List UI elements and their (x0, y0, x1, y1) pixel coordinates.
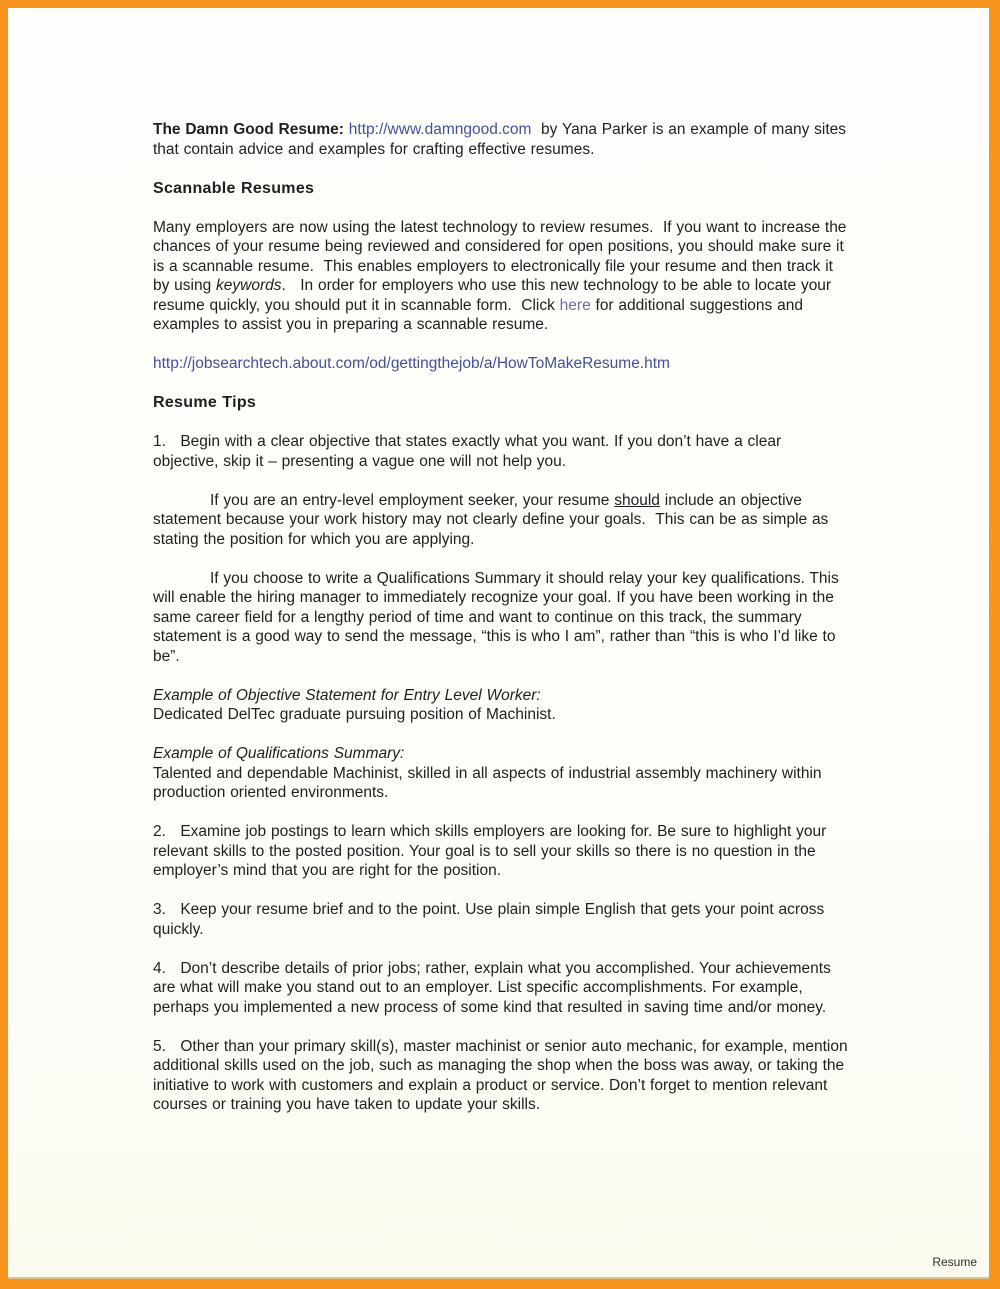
text-run: Resume Tips (153, 394, 257, 411)
text-run: Many employers are now using the latest technology to review resumes. If you want to increase the chances of your resume being reviewed and considered for open positions, you should make sure it is a scannable resume. This enables employers to electronically file your resume and then track it by using (153, 218, 847, 294)
text-run: 4. Don’t describe details of prior jobs; rather, explain what you accomplished. Your achievements are what will make you stand out to an employer. List specific accomplishments. For example, perhaps you implemented a new process of some kind that resulted in saving time and/or money. (153, 959, 831, 1016)
example-objective-text (153, 705, 850, 725)
intro-bold-title: The Damn Good Resume: (153, 121, 349, 138)
damngood-link[interactable]: http://www.damngood.com (348, 121, 532, 138)
text-run: by Yana Parker is an example of many sites that contain advice and examples for crafting effective resumes. (153, 121, 847, 158)
text-run: Example of Qualifications Summary: (153, 745, 405, 762)
example-objective-label (153, 686, 850, 706)
here-link[interactable]: here (559, 296, 591, 314)
example-summary-label (153, 744, 850, 764)
tip-4 (153, 959, 850, 1018)
tip-1 (153, 432, 850, 471)
text-run: keywords (216, 277, 282, 294)
jobsearchtech-link-paragraph (153, 354, 850, 374)
text-run: 5. Other than your primary skill(s), master machinist or senior auto mechanic, for example, mention additional skills used on the job, such as managing the shop when the boss was away, or taking the initiative to work with customers and explain a product or service. Don’t forget to mention relevant courses or training you have taken to update your skills. (153, 1037, 848, 1113)
text-run: for additional suggestions and examples to assist you in preparing a scannable resume. (153, 296, 803, 333)
text-run: . In order for employers who use this new technology to be able to locate your resume quickly, you should put it in scannable form. Click (153, 277, 832, 314)
text-run: If you are an entry-level employment seeker, your resume (210, 491, 615, 509)
text-run: If you choose to write a Qualifications Summary it should relay your key qualifications. This will enable the hiring manager to immediately recognize your goal. If you have been working in the same career field for a lengthy period of time and want to continue on this track, the summary statement is a good way to send the message, “this is who I am”, rather than “this is who I’d like to be”. (153, 569, 839, 665)
text-run: Example of Objective Statement for Entry Level Worker: (153, 686, 541, 704)
text-run: Talented and dependable Machinist, skilled in all aspects of industrial assembly machinery within production oriented environments. (153, 764, 822, 801)
tip-2 (153, 822, 850, 881)
example-summary-text (153, 764, 850, 803)
tip-3 (153, 900, 850, 939)
text-run: Dedicated DelTec graduate pursuing position of Machinist. (153, 706, 556, 723)
tip-5 (153, 1037, 850, 1115)
jobsearchtech-link[interactable]: http://jobsearchtech.about.com/od/gettingthejob/a/HowToMakeResume.htm (153, 355, 670, 372)
text-run: include an objective statement because your work history may not clearly define your goals. This can be as simple as stating the position for which you are applying. (153, 491, 829, 548)
text-run: 1. Begin with a clear objective that states exactly what you want. If you don’t have a clear objective, skip it – presenting a vague one will not help you. (153, 433, 782, 470)
footer-page-label: Resume (932, 1255, 977, 1269)
text-run: 3. Keep your resume brief and to the point. Use plain simple English that gets your point across quickly. (153, 901, 825, 938)
text-run: 2. Examine job postings to learn which skills employers are looking for. Be sure to highlight your relevant skills to the posted position. Your goal is to sell your skills so there is no question in the employer’s mind that you are right for the position. (153, 823, 827, 879)
document-content (153, 120, 850, 1134)
heading-scannable-resumes (153, 179, 850, 199)
scannable-resumes-paragraph (153, 218, 850, 335)
tip-1-objective-note (153, 491, 850, 550)
text-run: should (614, 491, 660, 509)
tip-1-qualifications-note (153, 569, 850, 667)
text-run: Scannable Resumes (153, 179, 315, 197)
intro-paragraph (153, 120, 850, 159)
heading-resume-tips (153, 393, 850, 413)
